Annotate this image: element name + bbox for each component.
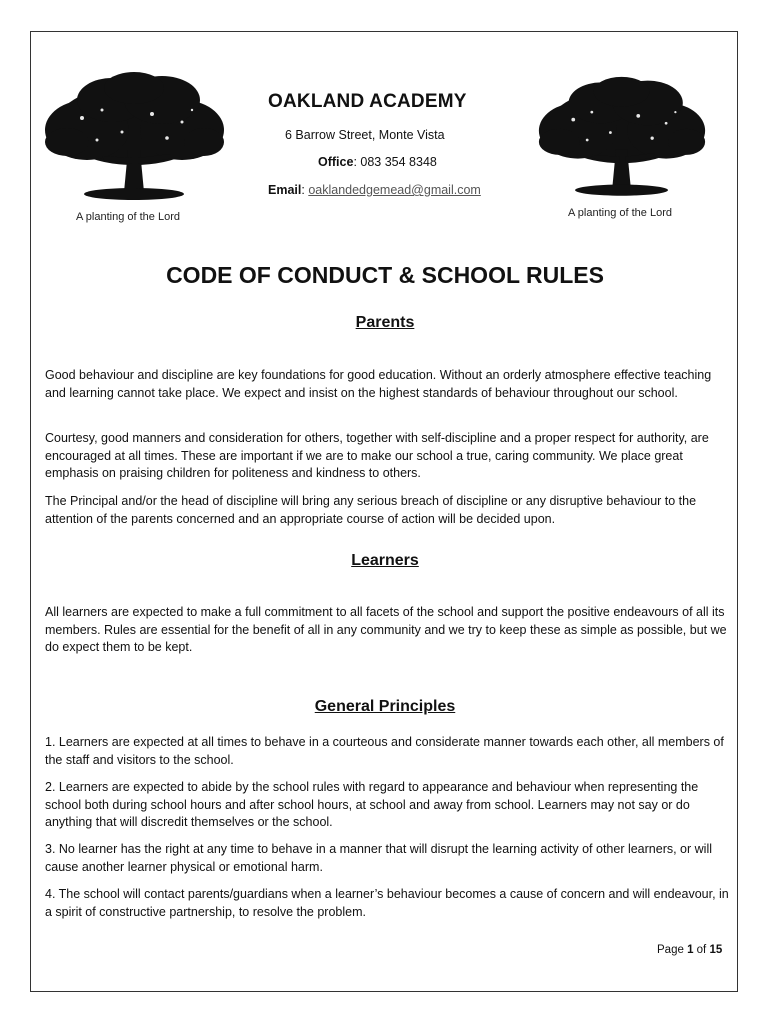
page-number — [657, 944, 722, 956]
parents-paragraph-2: Courtesy, good manners and consideration for others, together with self-discipline and a proper respect for authority, are encouraged at all times. These are important if we are to make our school a true, caring community. We place great emphasis on praising children for politeness and kindness to others. — [45, 431, 709, 480]
page-current: 1 — [687, 944, 694, 956]
office-value: : 083 354 8348 — [353, 155, 437, 169]
oak-tree-logo-right — [532, 75, 712, 205]
page-word: Page — [657, 944, 688, 956]
document-title: CODE OF CONDUCT & SCHOOL RULES — [166, 262, 604, 288]
office-label: Office — [318, 155, 354, 169]
office-phone — [318, 155, 437, 169]
email-separator: : — [301, 183, 309, 197]
heading-general-principles: General Principles — [314, 698, 456, 715]
school-name: OAKLAND ACADEMY — [268, 91, 467, 112]
email-label: Email — [268, 183, 302, 197]
oak-tree-logo-left — [42, 70, 227, 210]
principle-item-2: 2. Learners are expected to abide by the school rules with regard to appearance and behaviour when representing the school both during school hours and after school hours, at school and away from school. Learners may not say or do anything that will discredit themselves or the school. — [45, 780, 699, 829]
principle-item-3: 3. No learner has the right at any time to behave in a manner that will disrupt the learning activity of other learners, or will cause another learner physical or emotional harm. — [45, 842, 713, 874]
email-link[interactable]: oaklandedgemead@gmail.com — [308, 183, 481, 197]
learners-paragraph-1: All learners are expected to make a full commitment to all facets of the school and support the positive endeavours of all its members. Rules are essential for the benefit of all in any community and we try to keep these as simple as possible, but we do expect them to be kept. — [45, 605, 727, 654]
heading-learners: Learners — [351, 552, 419, 569]
parents-paragraph-3: The Principal and/or the head of discipline will bring any serious breach of discipline or any disruptive behaviour to the attention of the parents concerned and an appropriate course of action will be decided upon. — [45, 494, 697, 526]
motto-left: A planting of the Lord — [76, 211, 180, 223]
parents-paragraph-1: Good behaviour and discipline are key foundations for good education. Without an orderly atmosphere effective teaching and learning cannot take place. We expect and insist on the highest standards of behaviour throughout our school. — [45, 368, 712, 400]
email-line — [268, 183, 481, 197]
heading-parents: Parents — [355, 314, 415, 331]
school-address: 6 Barrow Street, Monte Vista — [285, 128, 445, 142]
principle-item-4: 4. The school will contact parents/guardians when a learner’s behaviour becomes a cause of concern and will endeavour, in a spirit of constructive partnership, to resolve the problem. — [45, 887, 729, 919]
motto-right: A planting of the Lord — [568, 207, 672, 219]
page-of: of — [693, 944, 710, 956]
principle-item-1: 1. Learners are expected at all times to behave in a courteous and considerate manner towards each other, all members of the staff and visitors to the school. — [45, 735, 724, 767]
page-total: 15 — [709, 944, 723, 956]
